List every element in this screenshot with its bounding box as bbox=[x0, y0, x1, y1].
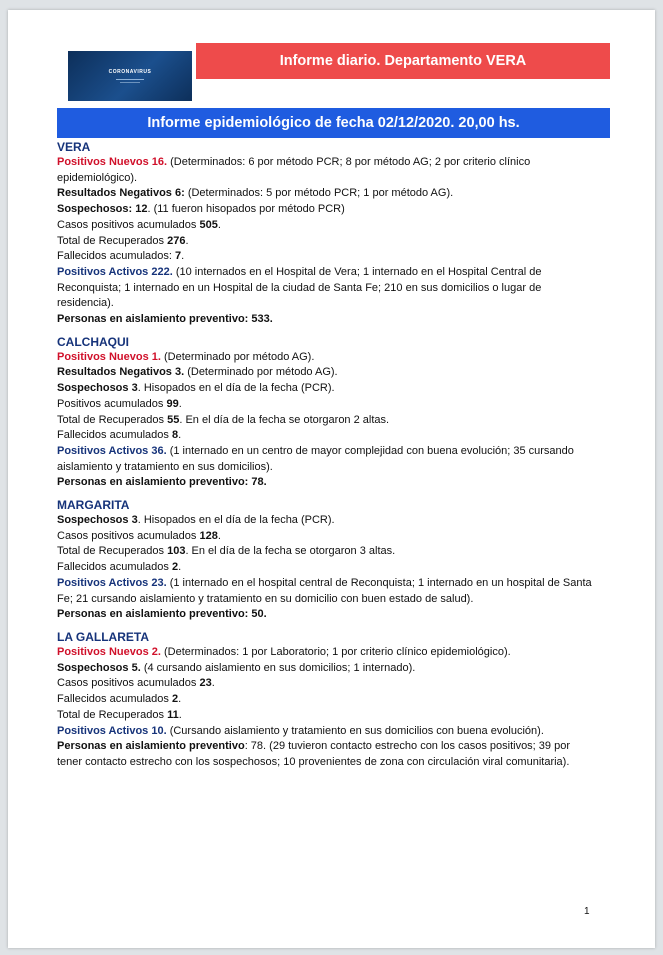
line-positivos-activos bbox=[57, 724, 597, 740]
value: 23 bbox=[199, 677, 212, 690]
line-recuperados bbox=[57, 544, 597, 560]
label-sospechosos: Sospechosos: 12 bbox=[57, 203, 148, 216]
label: Total de Recuperados bbox=[57, 545, 168, 558]
detail: . (29 tuvieron contacto estrecho con los casos positivos; 39 por tener contacto estrecho con los sospechosos; 10 provenientes de zona con circulación viral comunitaria). bbox=[57, 740, 570, 768]
suffix: . En el día de la fecha se otorgaron 2 altas. bbox=[179, 413, 390, 426]
suffix: . bbox=[211, 677, 215, 690]
suffix: . bbox=[178, 429, 182, 442]
suffix: . bbox=[178, 397, 182, 410]
label-aislamiento: Personas en aislamiento preventivo: 50. bbox=[57, 608, 267, 621]
line-sospechosos bbox=[57, 661, 597, 677]
section-title: CALCHAQUI bbox=[57, 334, 129, 349]
detail: . Hisopados en el día de la fecha (PCR). bbox=[137, 514, 335, 527]
detail: . (11 fueron hisopados por método PCR) bbox=[147, 203, 345, 216]
suffix: . bbox=[217, 218, 221, 231]
value: 2 bbox=[171, 561, 179, 574]
line-aislamiento bbox=[57, 739, 597, 770]
section-margarita bbox=[57, 497, 597, 623]
line-resultados-negativos bbox=[57, 365, 597, 381]
label: Casos positivos acumulados bbox=[57, 677, 200, 690]
value: 103 bbox=[167, 545, 186, 558]
section-calchaqui bbox=[57, 334, 597, 491]
section-title: MARGARITA bbox=[57, 498, 130, 513]
label-resultados-negativos: Resultados Negativos 3. bbox=[57, 366, 185, 379]
detail: (Determinados: 6 por método PCR; 8 por método AG; 2 por criterio clínico epidemiológico). bbox=[57, 156, 531, 184]
label-positivos-nuevos: Positivos Nuevos 1. bbox=[57, 350, 161, 363]
report-content bbox=[57, 139, 597, 777]
label-positivos-nuevos: Positivos Nuevos 16. bbox=[57, 156, 168, 168]
value: 7 bbox=[175, 250, 182, 263]
label: Total de Recuperados bbox=[57, 708, 168, 721]
line-positivos-activos bbox=[57, 444, 597, 475]
suffix: . bbox=[178, 708, 182, 721]
label: Fallecidos acumulados bbox=[57, 429, 172, 442]
label: Fallecidos acumulados: bbox=[57, 250, 176, 263]
label-positivos-activos: Positivos Activos 23. bbox=[57, 576, 167, 589]
line-positivos-acumulados bbox=[57, 397, 597, 413]
detail: (4 cursando aislamiento en sus domicilios; 1 internado). bbox=[140, 661, 416, 674]
suffix: . En el día de la fecha se otorgaron 3 altas. bbox=[185, 545, 396, 558]
label: Fallecidos acumulados bbox=[57, 693, 172, 706]
label-positivos-activos: Positivos Activos 36. bbox=[57, 444, 167, 457]
line-casos-acumulados bbox=[57, 218, 597, 234]
value: 99 bbox=[166, 397, 179, 410]
line-fallecidos bbox=[57, 692, 597, 708]
line-casos-acumulados bbox=[57, 529, 597, 545]
section-title: LA GALLARETA bbox=[57, 629, 149, 644]
label-aislamiento: Personas en aislamiento preventivo: 533. bbox=[57, 313, 273, 326]
line-positivos-activos bbox=[57, 576, 597, 607]
value: 276 bbox=[167, 234, 186, 247]
detail: . Hisopados en el día de la fecha (PCR). bbox=[137, 382, 335, 395]
value: 128 bbox=[199, 529, 218, 542]
suffix: . bbox=[178, 693, 182, 706]
label: Total de Recuperados bbox=[57, 234, 168, 247]
value: 55 bbox=[167, 413, 180, 426]
detail: (Determinados: 1 por Laboratorio; 1 por criterio clínico epidemiológico). bbox=[160, 645, 511, 658]
section-title: VERA bbox=[57, 140, 91, 154]
label-aislamiento: Personas en aislamiento preventivo bbox=[57, 740, 245, 753]
line-positivos-activos bbox=[57, 265, 597, 312]
value: : 78 bbox=[244, 740, 264, 753]
label: Fallecidos acumulados bbox=[57, 561, 172, 574]
label-positivos-activos: Positivos Activos 222. bbox=[57, 265, 173, 278]
label-sospechosos: Sospechosos 5. bbox=[57, 661, 141, 674]
section-la-gallareta bbox=[57, 629, 597, 771]
line-casos-acumulados bbox=[57, 676, 597, 692]
label: Casos positivos acumulados bbox=[57, 529, 200, 542]
label-positivos-activos: Positivos Activos 10. bbox=[57, 724, 167, 737]
line-sospechosos bbox=[57, 513, 597, 529]
label: Casos positivos acumulados bbox=[57, 218, 200, 231]
line-resultados-negativos bbox=[57, 186, 597, 202]
detail: (Determinado por método AG). bbox=[160, 350, 315, 363]
line-recuperados bbox=[57, 708, 597, 724]
line-positivos-nuevos bbox=[57, 645, 597, 661]
label-sospechosos: Sospechosos 3 bbox=[57, 514, 138, 527]
detail: (10 internados en el Hospital de Vera; 1 internado en el Hospital Central de Reconquista; 1 internado en un Hospital de la ciudad de Santa Fe; 210 en sus domicilios o lugar de residencia). bbox=[57, 265, 542, 310]
line-aislamiento bbox=[57, 475, 597, 491]
line-sospechosos bbox=[57, 202, 597, 218]
detail: (1 internado en un centro de mayor complejidad con buena evolución; 35 cursando aislamiento y tratamiento en sus domicilios). bbox=[57, 444, 574, 473]
suffix: . bbox=[178, 561, 182, 574]
report-header: Informe diario. Departamento VERA bbox=[196, 43, 610, 79]
label: Positivos acumulados bbox=[57, 397, 167, 410]
line-positivos-nuevos bbox=[57, 350, 597, 366]
value: 8 bbox=[171, 429, 179, 442]
report-subheader: Informe epidemiológico de fecha 02/12/2020. 20,00 hs. bbox=[57, 108, 610, 138]
label-positivos-nuevos: Positivos Nuevos 2. bbox=[57, 645, 161, 658]
line-recuperados bbox=[57, 413, 597, 429]
value: 505 bbox=[199, 218, 218, 231]
line-fallecidos bbox=[57, 560, 597, 576]
line-recuperados bbox=[57, 234, 597, 250]
detail: (Determinados: 5 por método PCR; 1 por método AG). bbox=[184, 187, 454, 200]
logo-text: CORONAVIRUS bbox=[108, 69, 152, 75]
label-aislamiento: Personas en aislamiento preventivo: 78. bbox=[57, 476, 267, 489]
line-aislamiento bbox=[57, 312, 597, 328]
logo-line bbox=[116, 79, 144, 80]
label: Total de Recuperados bbox=[57, 413, 168, 426]
value: 2 bbox=[171, 693, 179, 706]
suffix: . bbox=[185, 234, 189, 247]
detail: (Cursando aislamiento y tratamiento en sus domicilios con buena evolución). bbox=[166, 724, 544, 737]
line-aislamiento bbox=[57, 607, 597, 623]
label-resultados-negativos: Resultados Negativos 6: bbox=[57, 187, 185, 200]
line-fallecidos bbox=[57, 428, 597, 444]
coronavirus-logo bbox=[68, 51, 192, 101]
line-sospechosos bbox=[57, 381, 597, 397]
line-positivos-nuevos bbox=[57, 155, 597, 186]
detail: (1 internado en el hospital central de Reconquista; 1 internado en un hospital de Santa Fe; 21 cursando aislamiento y tratamiento en su domicilio con buen estado de salud). bbox=[57, 576, 592, 605]
logo-line-2 bbox=[120, 82, 140, 83]
line-fallecidos bbox=[57, 249, 597, 265]
section-vera bbox=[57, 139, 597, 328]
suffix: . bbox=[217, 529, 221, 542]
page-number: 1 bbox=[584, 906, 590, 917]
label-sospechosos: Sospechosos 3 bbox=[57, 382, 138, 395]
value: 11 bbox=[167, 708, 179, 721]
suffix: . bbox=[181, 250, 185, 263]
detail: (Determinado por método AG). bbox=[184, 366, 338, 379]
